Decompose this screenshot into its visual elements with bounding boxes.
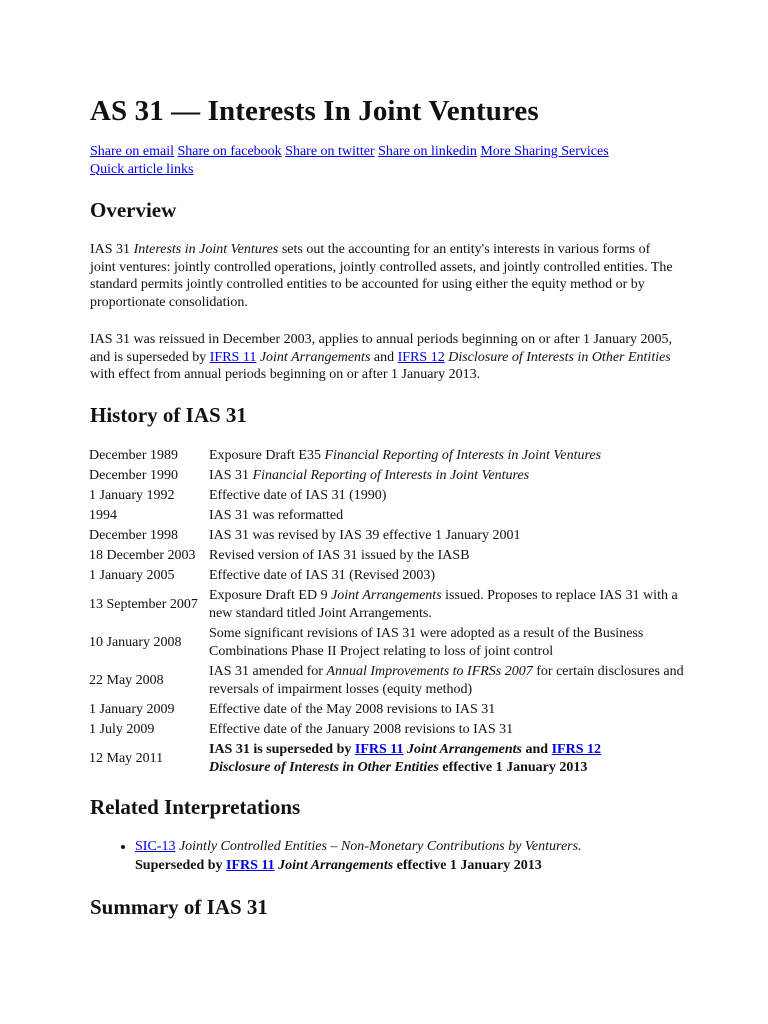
table-row [88, 506, 688, 526]
ifrs11-link[interactable]: IFRS 11 [209, 349, 257, 365]
history-event [208, 740, 688, 778]
summary-heading: Summary of IAS 31 [90, 895, 268, 919]
related-interpretations-heading: Related Interpretations [90, 795, 301, 819]
history-event [208, 446, 688, 466]
text: Superseded by [135, 858, 227, 873]
ifrs12-link[interactable]: IFRS 12 [397, 349, 445, 365]
text: and [522, 742, 552, 757]
text: IAS 31 amended for [209, 664, 327, 679]
ifrs11-link[interactable]: IFRS 11 [226, 858, 275, 873]
interpretations-list [90, 837, 695, 875]
share-bar [90, 143, 678, 178]
table-row [88, 546, 688, 566]
quick-article-links[interactable]: Quick article links [90, 161, 194, 177]
history-table [88, 446, 688, 778]
emphasis: Financial Reporting of Interests in Joint Ventures [252, 468, 530, 483]
overview-paragraph-1 [90, 241, 678, 311]
history-date: 1 July 2009 [89, 722, 155, 737]
history-date: December 1990 [89, 468, 179, 483]
history-date: 13 September 2007 [89, 597, 198, 612]
history-event: Effective date of IAS 31 (Revised 2003) [209, 568, 436, 583]
overview-heading: Overview [90, 198, 177, 222]
table-row [88, 700, 688, 720]
share-email-link[interactable]: Share on email [90, 144, 174, 159]
table-row [88, 526, 688, 546]
history-date: 1 January 2005 [89, 568, 175, 583]
text: IAS 31 was reissued in December 2003, applies to annual periods beginning on or after 1 January 2005, and is superseded by [90, 332, 673, 365]
history-date: 10 January 2008 [89, 635, 182, 650]
interpretation-title: Jointly Controlled Entities – Non-Monetary Contributions by Venturers. [175, 839, 582, 854]
table-row [88, 466, 688, 486]
sic13-link[interactable]: SIC-13 [135, 839, 176, 854]
emphasis: Joint Arrangements [274, 858, 394, 873]
history-date: 1 January 2009 [89, 702, 175, 717]
history-heading: History of IAS 31 [90, 403, 247, 427]
history-event: Effective date of the May 2008 revisions to IAS 31 [209, 702, 496, 717]
history-date: 18 December 2003 [89, 548, 196, 563]
history-event: Some significant revisions of IAS 31 were adopted as a result of the Business Combinations Phase II Project relating to loss of joint control [209, 626, 644, 659]
text: effective 1 January 2013 [438, 760, 588, 775]
standard-name: Disclosure of Interests in Other Entities [444, 349, 671, 365]
history-event: Effective date of the January 2008 revisions to IAS 31 [209, 722, 514, 737]
more-sharing-link[interactable]: More Sharing Services [480, 144, 609, 159]
history-date: 22 May 2008 [89, 673, 164, 688]
text: for certain disclosures and reversals of impairment losses (equity method) [209, 664, 684, 697]
history-event [208, 466, 688, 486]
share-twitter-link[interactable]: Share on twitter [285, 144, 375, 159]
history-date: 1994 [89, 508, 117, 523]
history-date: December 1989 [89, 448, 179, 463]
text: Exposure Draft ED 9 [209, 588, 332, 603]
history-date: 12 May 2011 [89, 751, 164, 766]
table-row [88, 486, 688, 506]
table-row [88, 720, 688, 740]
history-date: December 1998 [89, 528, 179, 543]
ifrs12-link[interactable]: IFRS 12 [551, 742, 601, 757]
emphasis: Joint Arrangements [403, 742, 523, 757]
table-row [88, 624, 688, 662]
emphasis: Joint Arrangements [331, 588, 442, 603]
text: sets out the accounting for an entity's interests in various forms of joint ventures: jointly controlled operations, jointly controlled assets, and jointly controlled entities. The standard permits jointly controlled entities to be accounted for using either the equity method or by proportionate consolidation. [90, 242, 673, 310]
share-facebook-link[interactable]: Share on facebook [177, 144, 282, 159]
table-row [88, 566, 688, 586]
history-date: 1 January 1992 [89, 488, 175, 503]
text: effective 1 January 2013 [393, 858, 542, 873]
standard-name: Joint Arrangements [256, 349, 371, 365]
text: issued. Proposes to replace IAS 31 with a new standard titled Joint Arrangements. [209, 588, 678, 621]
overview-paragraph-2 [90, 331, 678, 384]
history-event: IAS 31 was reformatted [209, 508, 344, 523]
history-event: Revised version of IAS 31 issued by the IASB [209, 548, 470, 563]
emphasis: Disclosure of Interests in Other Entities [209, 760, 439, 775]
standard-name: Interests in Joint Ventures [133, 242, 279, 257]
ifrs11-link[interactable]: IFRS 11 [354, 742, 404, 757]
history-event [208, 586, 688, 624]
text: IAS 31 is superseded by [209, 742, 355, 757]
emphasis: Financial Reporting of Interests in Joint Ventures [324, 448, 602, 463]
text: IAS 31 [90, 242, 134, 257]
emphasis: Annual Improvements to IFRSs 2007 [326, 664, 533, 679]
table-row [88, 586, 688, 624]
text: and [370, 349, 398, 365]
text: Exposure Draft E35 [209, 448, 325, 463]
history-event [208, 662, 688, 700]
text: with effect from annual periods beginning on or after 1 January 2013. [90, 367, 481, 382]
page-title: AS 31 — Interests In Joint Ventures [90, 95, 539, 127]
history-event: IAS 31 was revised by IAS 39 effective 1 January 2001 [209, 528, 521, 543]
list-item [135, 837, 695, 875]
history-event: Effective date of IAS 31 (1990) [209, 488, 387, 503]
table-row [88, 446, 688, 466]
table-row [88, 662, 688, 700]
table-row [88, 740, 688, 778]
share-linkedin-link[interactable]: Share on linkedin [378, 144, 477, 159]
text: IAS 31 [209, 468, 253, 483]
